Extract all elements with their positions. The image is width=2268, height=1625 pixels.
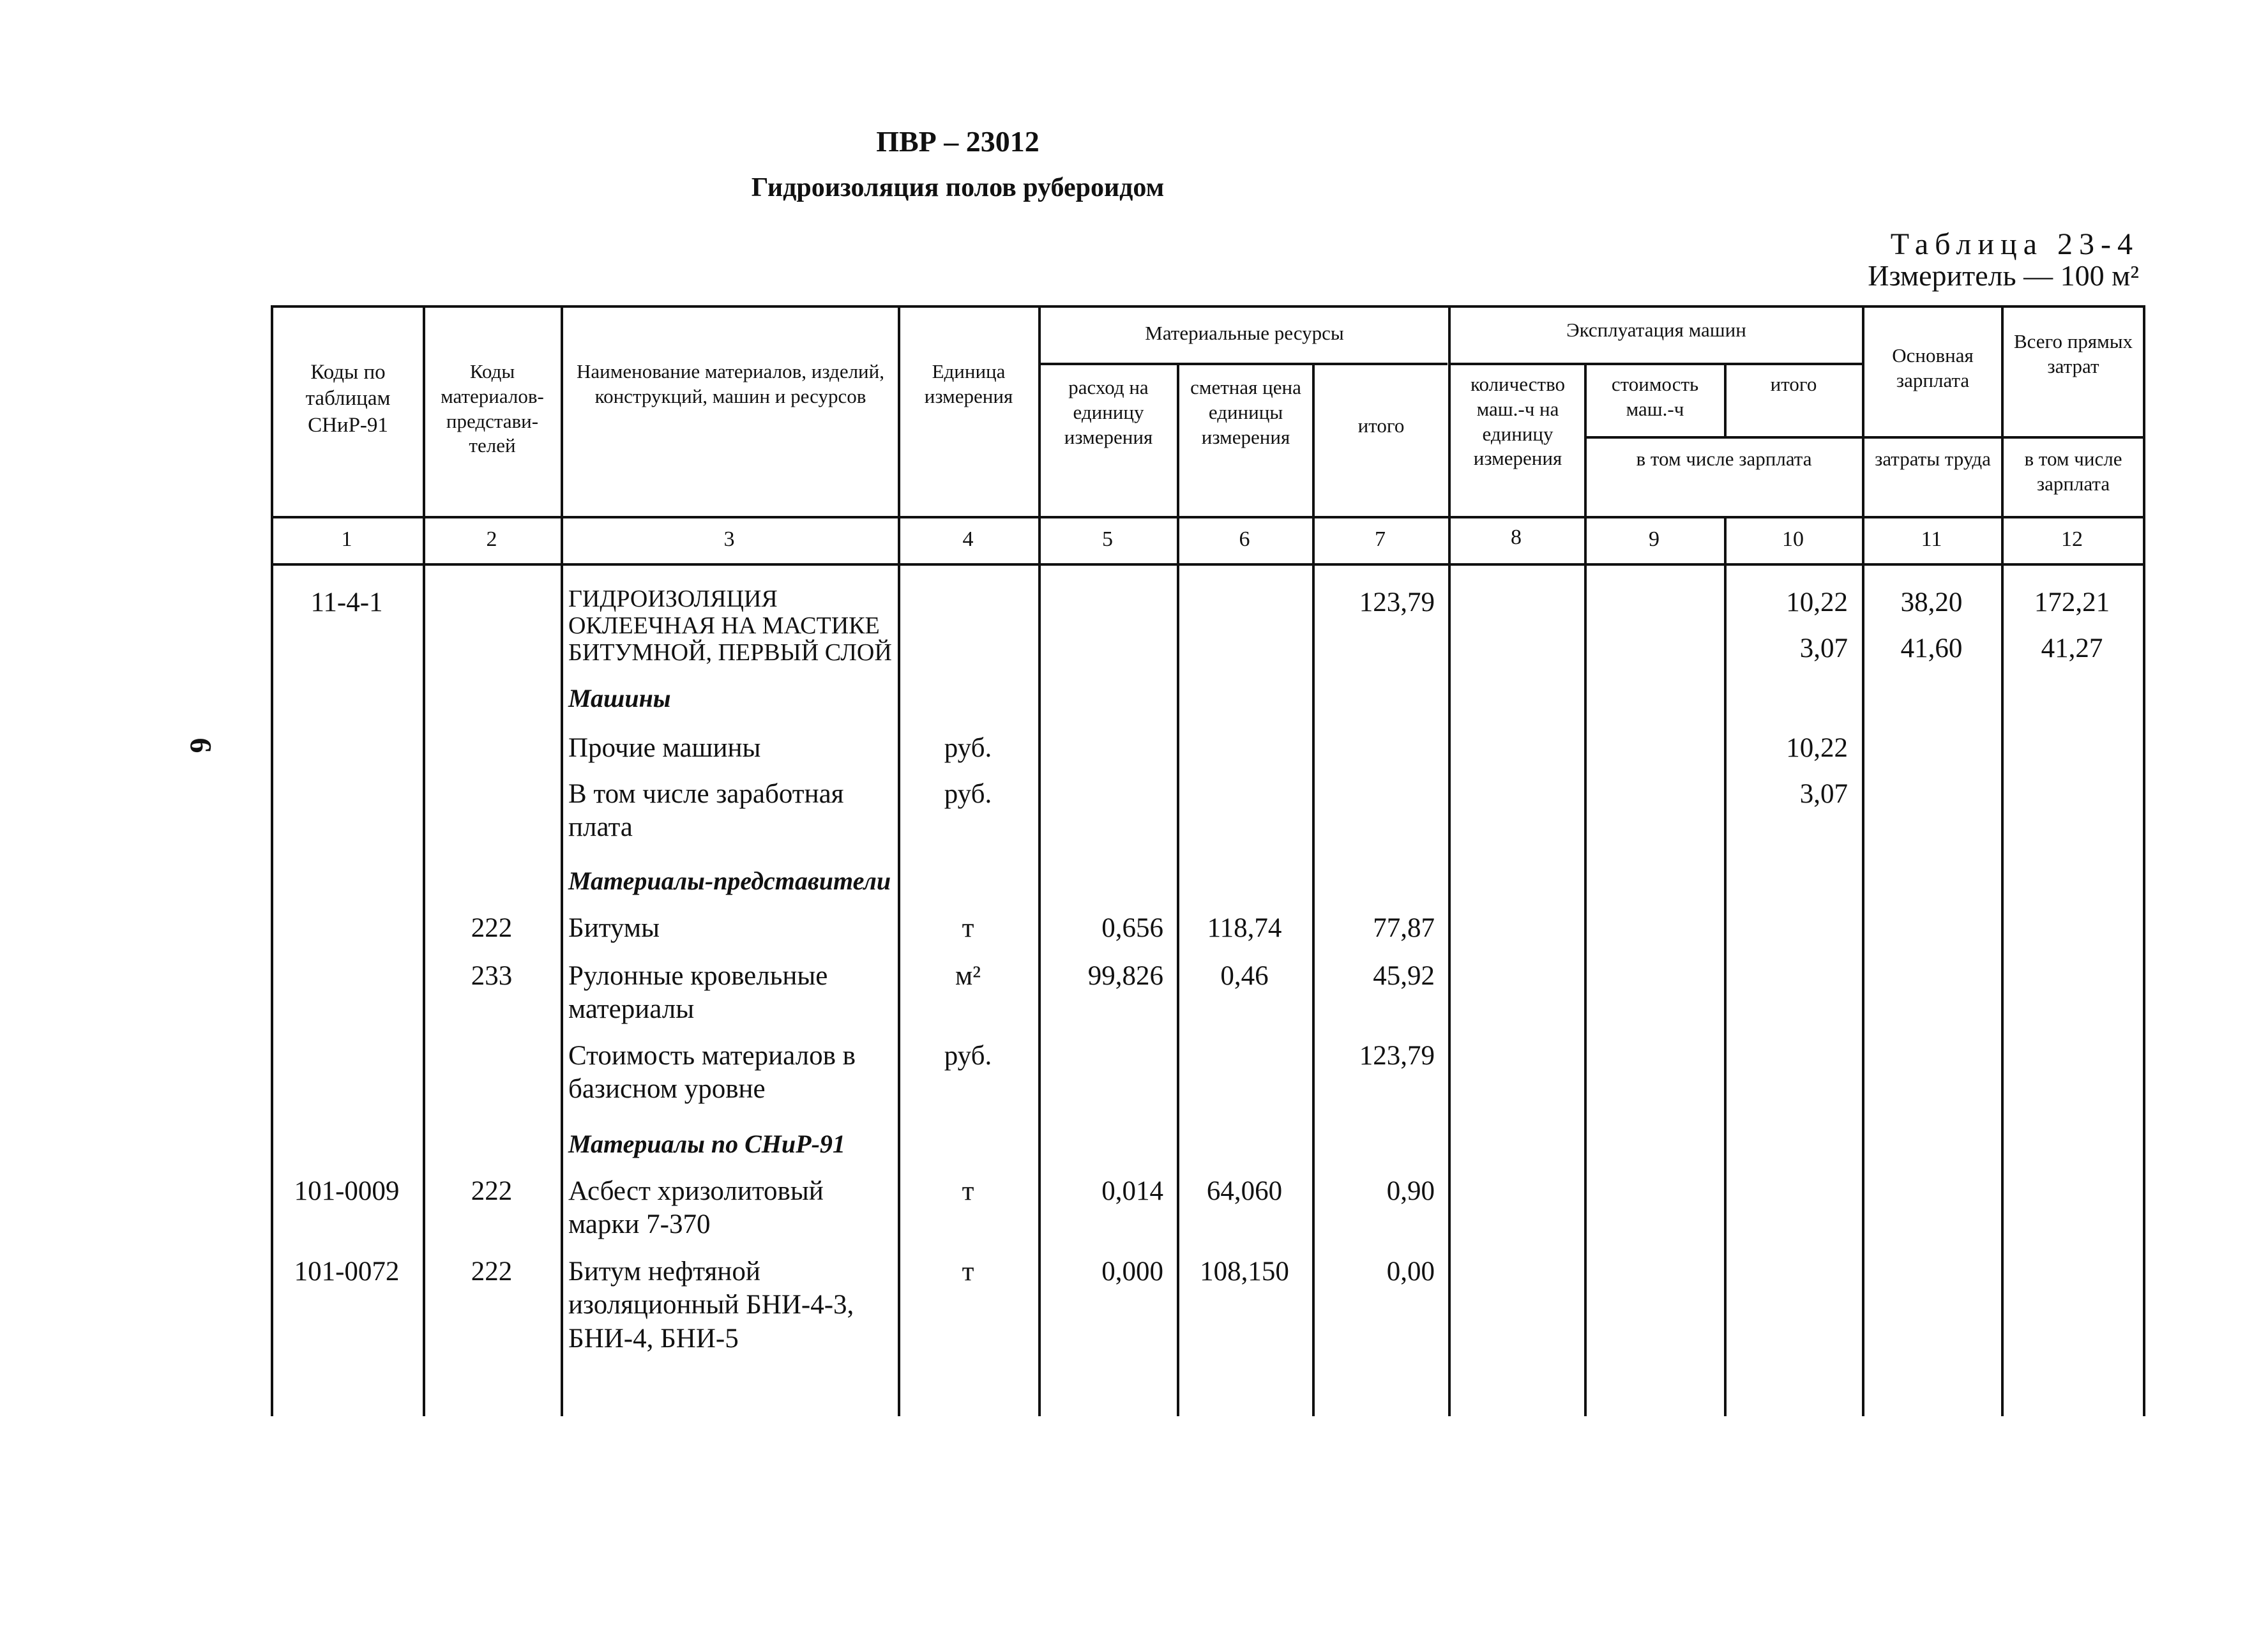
- main-c12: 172,21: [2034, 587, 2110, 617]
- col-border-3: [898, 305, 900, 1416]
- cost-unit: руб.: [944, 1041, 992, 1071]
- col-number-6: 6: [1239, 527, 1250, 551]
- col2-header: Коды материалов-представи-телей: [441, 360, 544, 457]
- col-border-8: [1584, 363, 1587, 1416]
- col-number-4: 4: [962, 527, 974, 551]
- col11-subheader: затраты труда: [1875, 448, 1991, 470]
- col-number-3: 3: [723, 527, 735, 551]
- bitumens-name: Битумы: [568, 913, 660, 943]
- col9-10-subheader: в том числе зарплата: [1636, 448, 1812, 470]
- bitum-oil-name: Битум нефтяной изоляционный БНИ-4-3, БНИ-4, БНИ-5: [568, 1257, 854, 1354]
- roll-c6: 0,46: [1220, 961, 1269, 991]
- col-number-5: 5: [1102, 527, 1113, 551]
- bitumens-c5: 0,656: [1101, 913, 1163, 943]
- main-c11-labor: 41,60: [1900, 633, 1963, 663]
- asbest-c6: 64,060: [1206, 1176, 1283, 1206]
- col3-header: Наименование материалов, изделий, конструкций, машин и ресурсов: [577, 360, 884, 407]
- document-title: ПВР – 23012: [876, 125, 1040, 158]
- col-border-2: [561, 305, 563, 1416]
- col-border-0: [271, 305, 273, 1416]
- col-number-7: 7: [1375, 527, 1386, 551]
- cost-name: Стоимость материалов в базисном уровне: [568, 1041, 856, 1105]
- bitum-oil-code2: 222: [471, 1257, 513, 1287]
- col-border-4: [1038, 305, 1041, 1416]
- material-group-divider: [1041, 363, 1448, 365]
- machine-group-header: Эксплуатация машин: [1566, 319, 1746, 341]
- main-c10: 10,22: [1786, 587, 1848, 617]
- col-border-12: [2143, 305, 2145, 1416]
- roll-name: Рулонные кровельные материалы: [568, 961, 828, 1025]
- other-machines-unit: руб.: [944, 733, 992, 763]
- col8-header: количество маш.-ч на единицу измерения: [1470, 373, 1565, 470]
- roll-unit: м²: [955, 961, 981, 991]
- bitumens-c6: 118,74: [1207, 913, 1282, 943]
- col-number-10: 10: [1782, 527, 1804, 551]
- col10-header: итого: [1770, 373, 1817, 395]
- col12-subheader: в том числе зарплата: [2024, 448, 2122, 495]
- material-group-header: Материальные ресурсы: [1145, 322, 1344, 344]
- page-number: 6: [183, 737, 218, 753]
- main-c7: 123,79: [1359, 587, 1435, 617]
- unit-label: Измеритель — 100 м²: [1868, 259, 2139, 292]
- col5-header: расход на единицу измерения: [1064, 376, 1153, 448]
- bitumens-c7: 77,87: [1373, 913, 1435, 943]
- col-border-7: [1448, 305, 1451, 1416]
- asbest-code: 101-0009: [294, 1176, 400, 1206]
- asbest-code2: 222: [471, 1176, 513, 1206]
- incl-salary-unit: руб.: [944, 779, 992, 809]
- asbest-c5: 0,014: [1101, 1176, 1163, 1206]
- machine-salary-divider: [1587, 436, 1862, 439]
- col-number-8: 8: [1511, 525, 1522, 549]
- other-machines-name: Прочие машины: [568, 733, 761, 763]
- col6-header: сметная цена единицы измерения: [1190, 376, 1301, 448]
- col-number-9: 9: [1649, 527, 1659, 551]
- asbest-name: Асбест хризолитовый марки 7-370: [568, 1176, 824, 1240]
- col-border-1: [423, 305, 425, 1416]
- bitum-oil-c5: 0,000: [1101, 1257, 1163, 1287]
- bitumens-unit: т: [962, 913, 974, 943]
- document-subtitle: Гидроизоляция полов рубероидом: [751, 173, 1165, 202]
- bitum-oil-c7: 0,00: [1386, 1257, 1435, 1287]
- col9-header: стоимость маш.-ч: [1611, 373, 1699, 420]
- bitum-oil-code: 101-0072: [294, 1257, 400, 1287]
- main-c12-salary: 41,27: [2041, 633, 2103, 663]
- col-border-10: [1862, 305, 1864, 1416]
- col4-header: Единица измерения: [924, 360, 1013, 407]
- bitum-oil-unit: т: [962, 1257, 974, 1287]
- machine-group-divider: [1451, 363, 1862, 365]
- incl-salary-c10: 3,07: [1799, 779, 1848, 809]
- other-machines-c10: 10,22: [1786, 733, 1848, 763]
- col-number-2: 2: [486, 527, 497, 551]
- cost-table: [271, 305, 2145, 1416]
- table-label: Таблица 23-4: [1890, 227, 2139, 261]
- col-number-12: 12: [2061, 527, 2083, 551]
- bitumens-code2: 222: [471, 913, 513, 943]
- section-machines: Машины: [568, 684, 671, 713]
- bitum-oil-c6: 108,150: [1200, 1257, 1289, 1287]
- col7-header: итого: [1357, 414, 1405, 437]
- asbest-c7: 0,90: [1386, 1176, 1435, 1206]
- col-number-1: 1: [341, 527, 352, 551]
- col12-header: Всего прямых затрат: [2013, 330, 2133, 377]
- right-sub-divider: [1864, 436, 2145, 439]
- main-code: 11-4-1: [310, 587, 383, 617]
- asbest-unit: т: [962, 1176, 974, 1206]
- main-c10-salary: 3,07: [1799, 633, 1848, 663]
- section-representatives: Материалы-представители: [568, 866, 891, 895]
- col-border-11: [2001, 305, 2004, 1416]
- col-number-11: 11: [1921, 527, 1942, 551]
- roll-code2: 233: [471, 961, 513, 991]
- roll-c7: 45,92: [1373, 961, 1435, 991]
- roll-c5: 99,826: [1087, 961, 1163, 991]
- cost-c7: 123,79: [1359, 1041, 1435, 1071]
- section-snir: Материалы по СНиР-91: [568, 1130, 845, 1158]
- main-c11: 38,20: [1900, 587, 1963, 617]
- col1-header: Коды по таблицам СНиР-91: [305, 361, 391, 437]
- main-name: ГИДРОИЗОЛЯЦИЯ ОКЛЕЕЧНАЯ НА МАСТИКЕ БИТУМНОЙ, ПЕРВЫЙ СЛОЙ: [568, 586, 892, 666]
- col11-header: Основная зарплата: [1892, 344, 1974, 391]
- incl-salary-name: В том числе заработная плата: [568, 779, 844, 843]
